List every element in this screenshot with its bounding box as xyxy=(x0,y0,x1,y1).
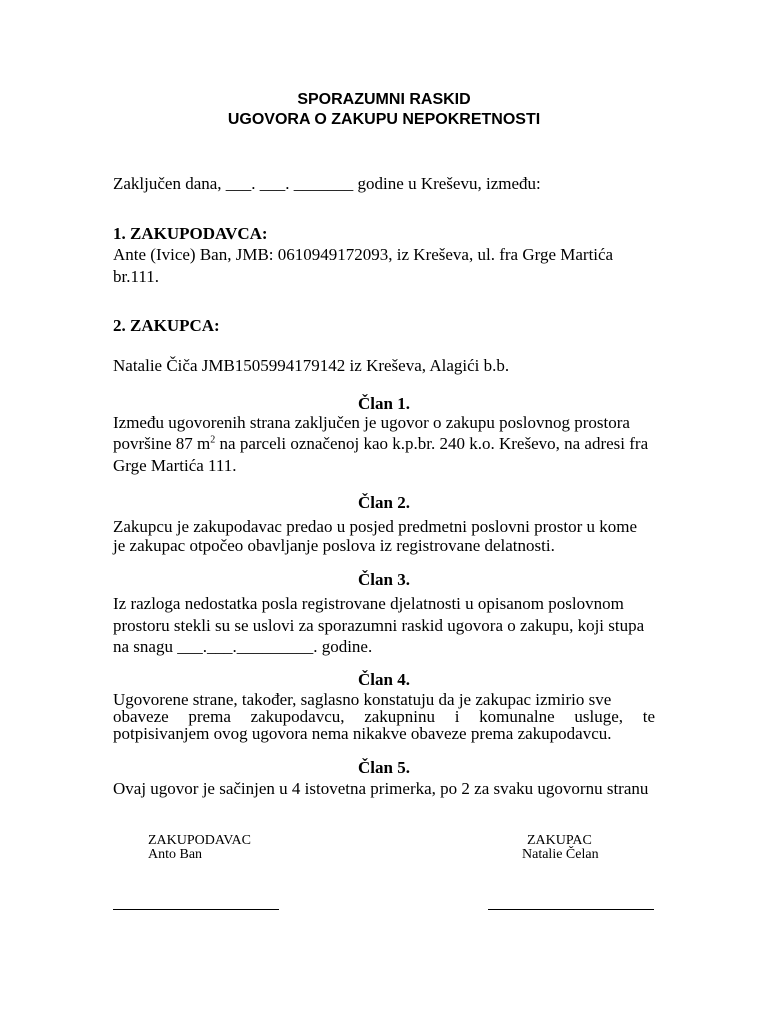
lessee-signature-role: ZAKUPAC xyxy=(527,833,592,848)
clan1-heading: Član 1. xyxy=(358,394,410,413)
clan1-line-1: Između ugovorenih strana zaključen je ugovor o zakupu poslovnog prostora xyxy=(113,413,630,432)
clan4-line-1: Ugovorene strane, također, saglasno konstatuju da je zakupac izmirio sve xyxy=(113,690,612,709)
clan4-heading: Član 4. xyxy=(358,670,410,689)
clan1-line-2-end: na parceli označenoj kao k.p.br. 240 k.o. Kreševo, na adresi fra xyxy=(215,434,649,453)
document-title-line-1: SPORAZUMNI RASKID xyxy=(297,91,471,108)
clan5-heading: Član 5. xyxy=(358,758,410,777)
clan2-line-2: je zakupac otpočeo obavljanje poslova iz registrovane delatnosti. xyxy=(113,536,555,555)
clan3-line-1: Iz razloga nedostatka posla registrovane djelatnosti u opisanom poslovnom xyxy=(113,594,624,613)
clan1-line-3: Grge Martića 111. xyxy=(113,456,237,475)
party2-details-line-1: Natalie Čiča JMB1505994179142 iz Kreševa, Alagići b.b. xyxy=(113,356,510,375)
clan1-line-2 xyxy=(113,434,648,454)
clan5-line-1: Ovaj ugovor je sačinjen u 4 istovetna primerka, po 2 za svaku ugovornu stranu xyxy=(113,779,649,798)
clan2-heading: Član 2. xyxy=(358,493,410,512)
party2-heading: 2. ZAKUPCA: xyxy=(113,316,220,335)
lessee-signature-name: Natalie Čelan xyxy=(522,847,599,862)
clan3-line-2: prostoru stekli su se uslovi za sporazumni raskid ugovora o zakupu, koji stupa xyxy=(113,616,645,635)
squared-superscript: 2 xyxy=(210,434,216,446)
document-title-line-2: UGOVORA O ZAKUPU NEPOKRETNOSTI xyxy=(227,111,541,128)
lessee-signature-line xyxy=(488,909,654,910)
party1-details-line-2: br.111. xyxy=(113,267,159,286)
party1-heading: 1. ZAKUPODAVCA: xyxy=(113,224,268,243)
intro-line: Zaključen dana, ___. ___. _______ godine u Kreševu, između: xyxy=(113,174,541,193)
clan2-line-1: Zakupcu je zakupodavac predao u posjed predmetni poslovni prostor u kome xyxy=(113,517,638,536)
lessor-signature-name: Anto Ban xyxy=(148,847,203,862)
clan3-line-3: na snagu ___.___._________. godine. xyxy=(113,637,373,656)
clan1-line-2-start: površine 87 m xyxy=(113,434,211,453)
lessor-signature-line xyxy=(113,909,279,910)
clan4-line-2: obaveze prema zakupodavcu, zakupninu i komunalne usluge, te xyxy=(113,707,655,726)
party1-details-line-1: Ante (Ivice) Ban, JMB: 0610949172093, iz Kreševa, ul. fra Grge Martića xyxy=(113,245,614,264)
clan4-line-3: potpisivanjem ovog ugovora nema nikakve obaveze prema zakupodavcu. xyxy=(113,724,612,743)
lessor-signature-role: ZAKUPODAVAC xyxy=(148,833,251,848)
clan3-heading: Član 3. xyxy=(358,570,410,589)
